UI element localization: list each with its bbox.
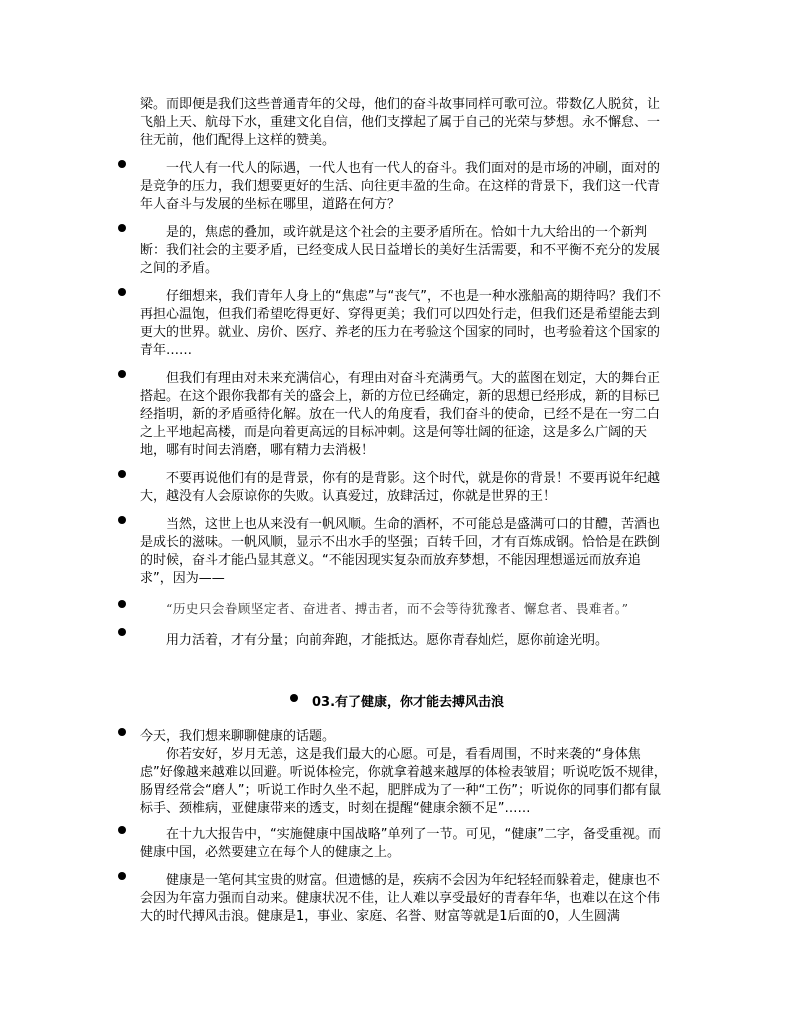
health-paragraph-2: 在十九大报告中，“实施健康中国战略”单列了一节。可见，“健康”二字，备受重视。而健康中国，必然要建立在每个人的健康之上。 bbox=[140, 827, 661, 860]
bullet-icon bbox=[118, 516, 126, 524]
health-paragraph-3: 健康是一笔何其宝贵的财富。但遗憾的是，疾病不会因为年纪轻轻而躲着走，健康也不会因为年富力强而自动来。健康状况不佳，让人难以享受最好的青春年华，也难以在这个伟大的时代搏风击浪。健康是1，事业、家庭、名誉、财富等就是1后面的0，人生圆满 bbox=[140, 873, 661, 924]
health-intro: 今天，我们想来聊聊健康的话题。 bbox=[140, 729, 336, 744]
paragraph-4: 但我们有理由对未来充满信心，有理由对奋斗充满勇气。大的蓝图在划定，大的舞台正搭起。在这个跟你我都有关的盛会上，新的方位已经确定，新的思想已经形成，新的目标已经指明，新的矛盾亟待化解。放在一代人的角度看，我们奋斗的使命，已经不是在一穷二白之上平地起高楼，而是向着更高远的目标冲刺。这是何等壮阔的征途，这是多么广阔的天地，哪有时间去消磨，哪有精力去消极！ bbox=[140, 371, 661, 458]
paragraph-8: 用力活着，才有分量；向前奔跑，才能抵达。愿你青春灿烂，愿你前途光明。 bbox=[166, 633, 609, 648]
paragraph-3: 仔细想来，我们青年人身上的“焦虑”与“丧气”，不也是一种水涨船高的期待吗？我们不再担心温饱，但我们希望吃得更好、穿得更美；我们可以四处行走，但我们还是希望能去到更大的世界。就业、房价、医疗、养老的压力在考验这个国家的同时，也考验着这个国家的青年…… bbox=[140, 289, 661, 358]
paragraph-5: 不要再说他们有的是背景，你有的是背影。这个时代，就是你的背景！不要再说年纪越大，越没有人会原谅你的失败。认真爱过，放肆活过，你就是世界的王！ bbox=[140, 471, 661, 504]
paragraph-1: 一代人有一代人的际遇，一代人也有一代人的奋斗。我们面对的是市场的冲刷，面对的是竞争的压力，我们想要更好的生活、向往更丰盈的生命。在这样的背景下，我们这一代青年人奋斗与发展的坐标在哪里，道路在何方？ bbox=[140, 161, 661, 212]
paragraph-2: 是的，焦虑的叠加，或许就是这个社会的主要矛盾所在。恰如十九大给出的一个新判断：我们社会的主要矛盾，已经变成人民日益增长的美好生活需要，和不平衡不充分的发展之间的矛盾。 bbox=[140, 225, 661, 276]
paragraph-continuation: 梁。而即便是我们这些普通青年的父母，他们的奋斗故事同样可歌可泣。带数亿人脱贫，让飞船上天、航母下水，重建文化自信，他们支撑起了属于自己的光荣与梦想。永不懈怠、一往无前，他们配得上这样的赞美。 bbox=[140, 97, 661, 148]
bullet-icon bbox=[118, 826, 126, 834]
bullet-icon bbox=[118, 224, 126, 232]
health-intro-block bbox=[140, 728, 670, 818]
paragraph-6: 当然，这世上也从来没有一帆风顺。生命的酒杯，不可能总是盛满可口的甘醴，苦酒也是成长的滋味。一帆风顺，显示不出水手的坚强；百转千回，才有百炼成钢。恰恰是在跌倒的时候，奋斗才能凸显其意义。“不能因现实复杂而放弃梦想，不能因理想遥远而放弃追求”，因为—— bbox=[140, 517, 661, 586]
bullet-icon bbox=[118, 728, 126, 736]
section-heading: 03.有了健康，你才能去搏风击浪 bbox=[312, 695, 505, 710]
bullet-icon bbox=[118, 470, 126, 478]
bullet-icon bbox=[118, 628, 126, 636]
bullet-icon bbox=[118, 872, 126, 880]
bullet-icon bbox=[118, 160, 126, 168]
bullet-icon bbox=[118, 370, 126, 378]
bullet-icon bbox=[118, 288, 126, 296]
heading-bullet-icon bbox=[290, 694, 298, 702]
bullet-icon bbox=[118, 600, 126, 608]
health-paragraph-1: 你若安好，岁月无恙，这是我们最大的心愿。可是，看看周围，不时来袭的“身体焦虑”好像越来越难以回避。听说体检完，你就拿着越来越厚的体检表皱眉；听说吃饭不规律，肠胃经常会“磨人”；听说工作时久坐不起，肥胖成为了一种“工伤”；听说你的同事们都有鼠标手、颈椎病，亚健康带来的透支，时刻在提醒“健康余额不足”…… bbox=[140, 747, 667, 816]
quote-paragraph: “历史只会眷顾坚定者、奋进者、搏击者，而不会等待犹豫者、懈怠者、畏难者。” bbox=[166, 601, 629, 616]
